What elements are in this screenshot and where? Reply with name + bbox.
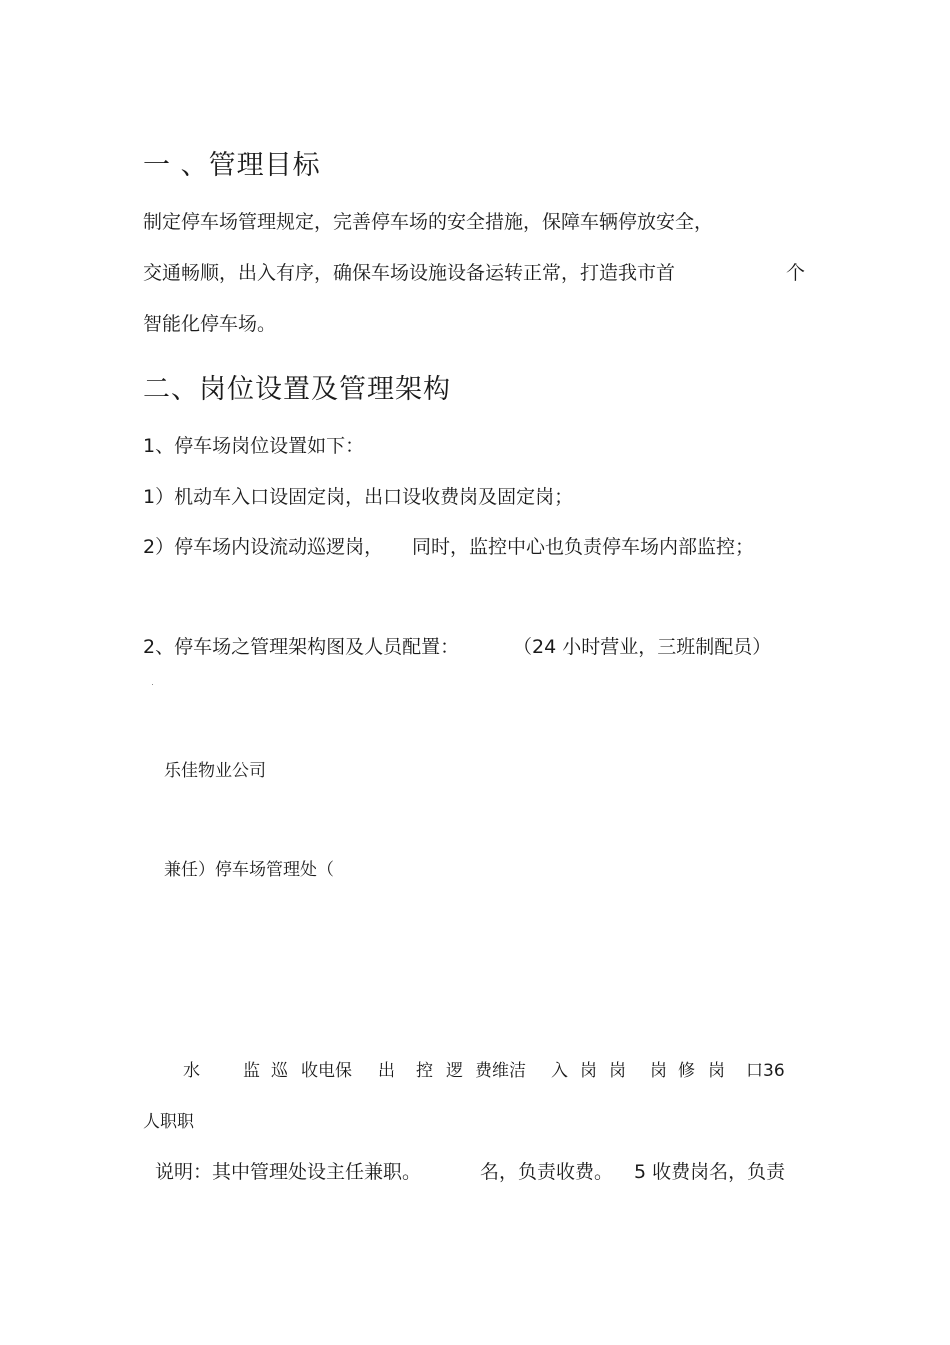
- org-office: 兼任）停车场管理处（: [164, 860, 334, 880]
- org-token: 水: [183, 1061, 200, 1081]
- artifact-dot: [152, 684, 153, 685]
- org-token: 口36: [746, 1061, 785, 1081]
- org-token: 收电保: [301, 1061, 352, 1081]
- org-token: 监: [243, 1061, 260, 1081]
- section1-line-2: 交通畅顺，出入有序，确保车场设施设备运转正常，打造我市首: [143, 262, 676, 284]
- section1-heading: 一 、管理目标: [143, 150, 321, 181]
- section1-line-3: 智能化停车场。: [143, 313, 277, 335]
- org-token: 入: [551, 1061, 568, 1081]
- org-company: 乐佳物业公司: [164, 761, 266, 781]
- org-token: 岗: [650, 1061, 667, 1081]
- org-position-row: [0, 1056, 950, 1080]
- section2-item2-title: 2、停车场之管理架构图及人员配置：: [143, 636, 460, 658]
- section2-item2-note: （24 小时营业，三班制配员）: [513, 636, 772, 658]
- org-row-tail: 人职职: [143, 1112, 194, 1132]
- section1-line-1: 制定停车场管理规定，完善停车场的安全措施，保障车辆停放安全，: [143, 211, 714, 233]
- org-token: 费维洁: [475, 1061, 526, 1081]
- org-token: 出: [378, 1061, 395, 1081]
- section1-line-2-tail: 个: [786, 262, 806, 284]
- org-token: 巡: [271, 1061, 288, 1081]
- section2-item1-a: 1）机动车入口设固定岗，出口设收费岗及固定岗；: [143, 486, 574, 508]
- org-token: 控: [416, 1061, 433, 1081]
- org-token: 逻: [446, 1061, 463, 1081]
- note-part3: 5 收费岗名，负责: [634, 1161, 786, 1183]
- org-token: 修: [678, 1061, 695, 1081]
- section2-item1-b-part1: 2）停车场内设流动巡逻岗，: [143, 536, 384, 558]
- org-token: 岗: [609, 1061, 626, 1081]
- org-token: 岗: [580, 1061, 597, 1081]
- note-part2: 名，负责收费。: [480, 1161, 614, 1183]
- section2-heading: 二、岗位设置及管理架构: [143, 374, 451, 405]
- note-part1: 说明：其中管理处设主任兼职。: [155, 1161, 422, 1183]
- org-token: 岗: [708, 1061, 725, 1081]
- section2-item1-b-part2: 同时，监控中心也负责停车场内部监控；: [412, 536, 755, 558]
- section2-item1-title: 1、停车场岗位设置如下：: [143, 435, 365, 457]
